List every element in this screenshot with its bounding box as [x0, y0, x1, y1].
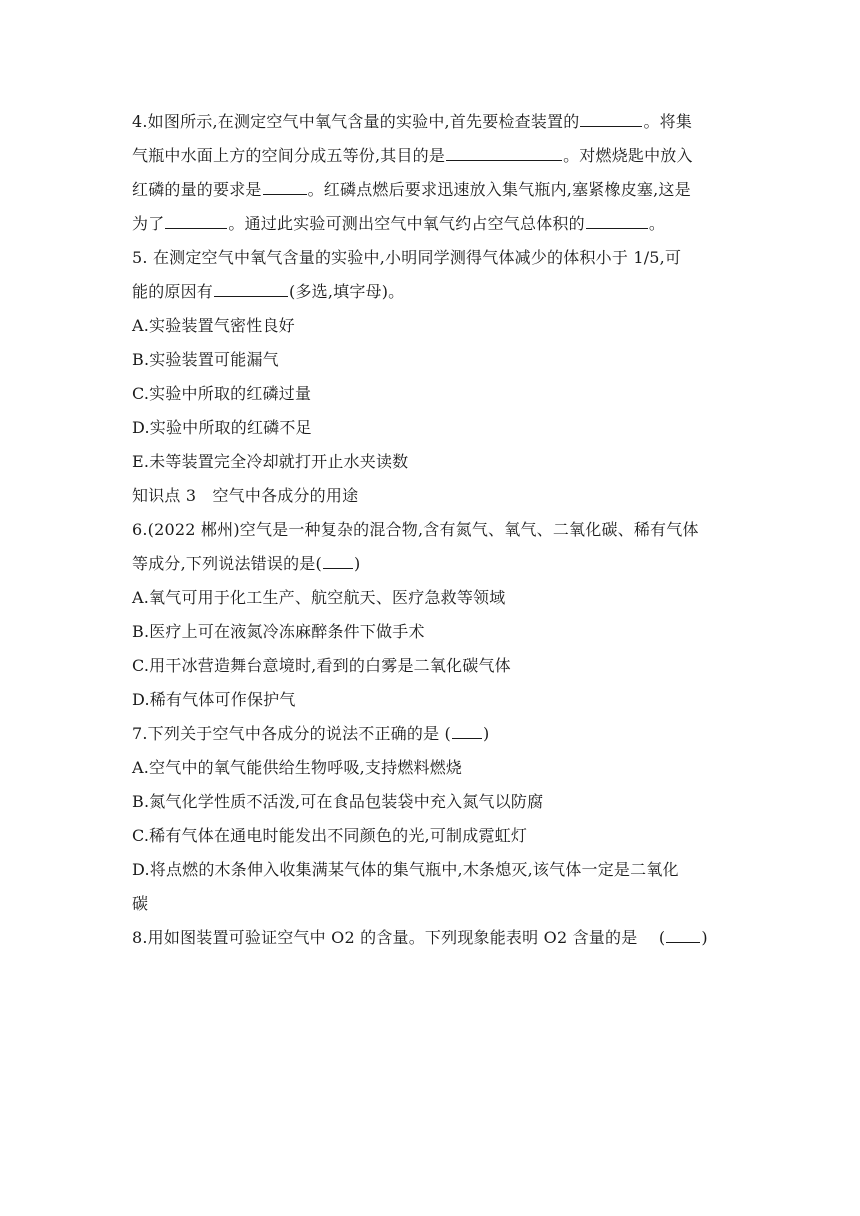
q6-option-c [132, 654, 511, 678]
option-text: A.空气中的氧气能供给生物呼吸,支持燃料燃烧 [132, 758, 463, 777]
q7-option-a [132, 756, 462, 780]
q8-text: 8.用如图装置可验证空气中 O2 的含量。下列现象能表明 O2 含量的是 ( [132, 928, 666, 947]
q6-option-b [132, 620, 425, 644]
q4-answer-blank-5[interactable] [586, 212, 648, 229]
q7-text: ) [483, 724, 490, 743]
option-text: C.用干冰营造舞台意境时,看到的白雾是二氧化碳气体 [132, 656, 511, 675]
q4-text: 气瓶中水面上方的空间分成五等份,其目的是 [132, 146, 446, 165]
q4-text: 为了 [132, 214, 165, 233]
q6-option-a [132, 586, 505, 610]
q6-text: 等成分,下列说法错误的是( [132, 554, 322, 573]
q4-text: 红磷的量的要求是 [132, 180, 262, 199]
q5-text: 5. 在测定空气中氧气含量的实验中,小明同学测得气体减少的体积小于 1/5,可 [132, 248, 682, 267]
q5-line-1 [132, 246, 681, 270]
q5-option-b [132, 348, 279, 372]
option-text: E.未等装置完全冷却就打开止水夹读数 [132, 452, 409, 471]
option-text: C.稀有气体在通电时能发出不同颜色的光,可制成霓虹灯 [132, 826, 528, 845]
q4-text: 4.如图所示,在测定空气中氧气含量的实验中,首先要检查装置的 [132, 112, 580, 131]
q7-line-1 [132, 722, 489, 746]
q6-text: 6.(2022 郴州)空气是一种复杂的混合物,含有氮气、氧气、二氧化碳、稀有气体 [132, 520, 699, 539]
option-text: B.医疗上可在液氮冷冻麻醉条件下做手术 [132, 622, 425, 641]
q7-option-b [132, 790, 543, 814]
q5-option-c [132, 382, 311, 406]
q5-line-2 [132, 280, 404, 304]
q4-line-4 [132, 212, 665, 236]
option-text: A.氧气可用于化工生产、航空航天、医疗急救等领域 [132, 588, 506, 607]
q6-text: ) [353, 554, 361, 573]
q7-text: 7.下列关于空气中各成分的说法不正确的是 ( [132, 724, 451, 743]
q5-option-d [132, 416, 312, 440]
option-text: 碳 [132, 894, 149, 913]
q5-text: 能的原因有 [132, 282, 214, 301]
q6-answer-blank[interactable] [323, 552, 353, 569]
q4-answer-blank-3[interactable] [263, 178, 307, 195]
q5-option-e [132, 450, 408, 474]
q8-text: ) [701, 928, 708, 947]
q4-text: 。 [648, 214, 666, 233]
q8-answer-blank[interactable] [666, 926, 700, 943]
option-text: D.将点燃的木条伸入收集满某气体的集气瓶中,木条熄灭,该气体一定是二氧化 [132, 860, 679, 879]
option-text: D.稀有气体可作保护气 [132, 690, 296, 709]
q4-text: 。红磷点燃后要求迅速放入集气瓶内,塞紧橡皮塞,这是 [307, 180, 691, 199]
section-heading [132, 484, 358, 508]
q4-text: 。对燃烧匙中放入 [563, 146, 693, 165]
q4-answer-blank-2[interactable] [446, 144, 562, 161]
q7-option-c [132, 824, 527, 848]
q7-option-d-line-1 [132, 858, 679, 882]
q4-text: 。通过此实验可测出空气中氧气约占空气总体积的 [228, 214, 585, 233]
option-text: B.氮气化学性质不活泼,可在食品包装袋中充入氮气以防腐 [132, 792, 544, 811]
q6-option-d [132, 688, 296, 712]
q4-line-1 [132, 110, 692, 134]
option-text: D.实验中所取的红磷不足 [132, 418, 312, 437]
q5-text: (多选,填字母)。 [289, 282, 405, 301]
q6-line-1 [132, 518, 699, 542]
option-text: B.实验装置可能漏气 [132, 350, 279, 369]
option-text: A.实验装置气密性良好 [132, 316, 295, 335]
q6-line-2 [132, 552, 360, 576]
q4-line-2 [132, 144, 693, 168]
option-text: C.实验中所取的红磷过量 [132, 384, 312, 403]
q4-line-3 [132, 178, 691, 202]
q8-line-1 [132, 926, 708, 950]
q5-answer-blank[interactable] [214, 280, 288, 297]
q4-answer-blank-4[interactable] [165, 212, 227, 229]
q4-answer-blank-1[interactable] [580, 110, 642, 127]
q7-option-d-line-2 [132, 892, 148, 916]
q5-option-a [132, 314, 295, 338]
q7-answer-blank[interactable] [452, 722, 482, 739]
section-title: 知识点 3 空气中各成分的用途 [132, 486, 359, 505]
q4-text: 。将集 [643, 112, 693, 131]
